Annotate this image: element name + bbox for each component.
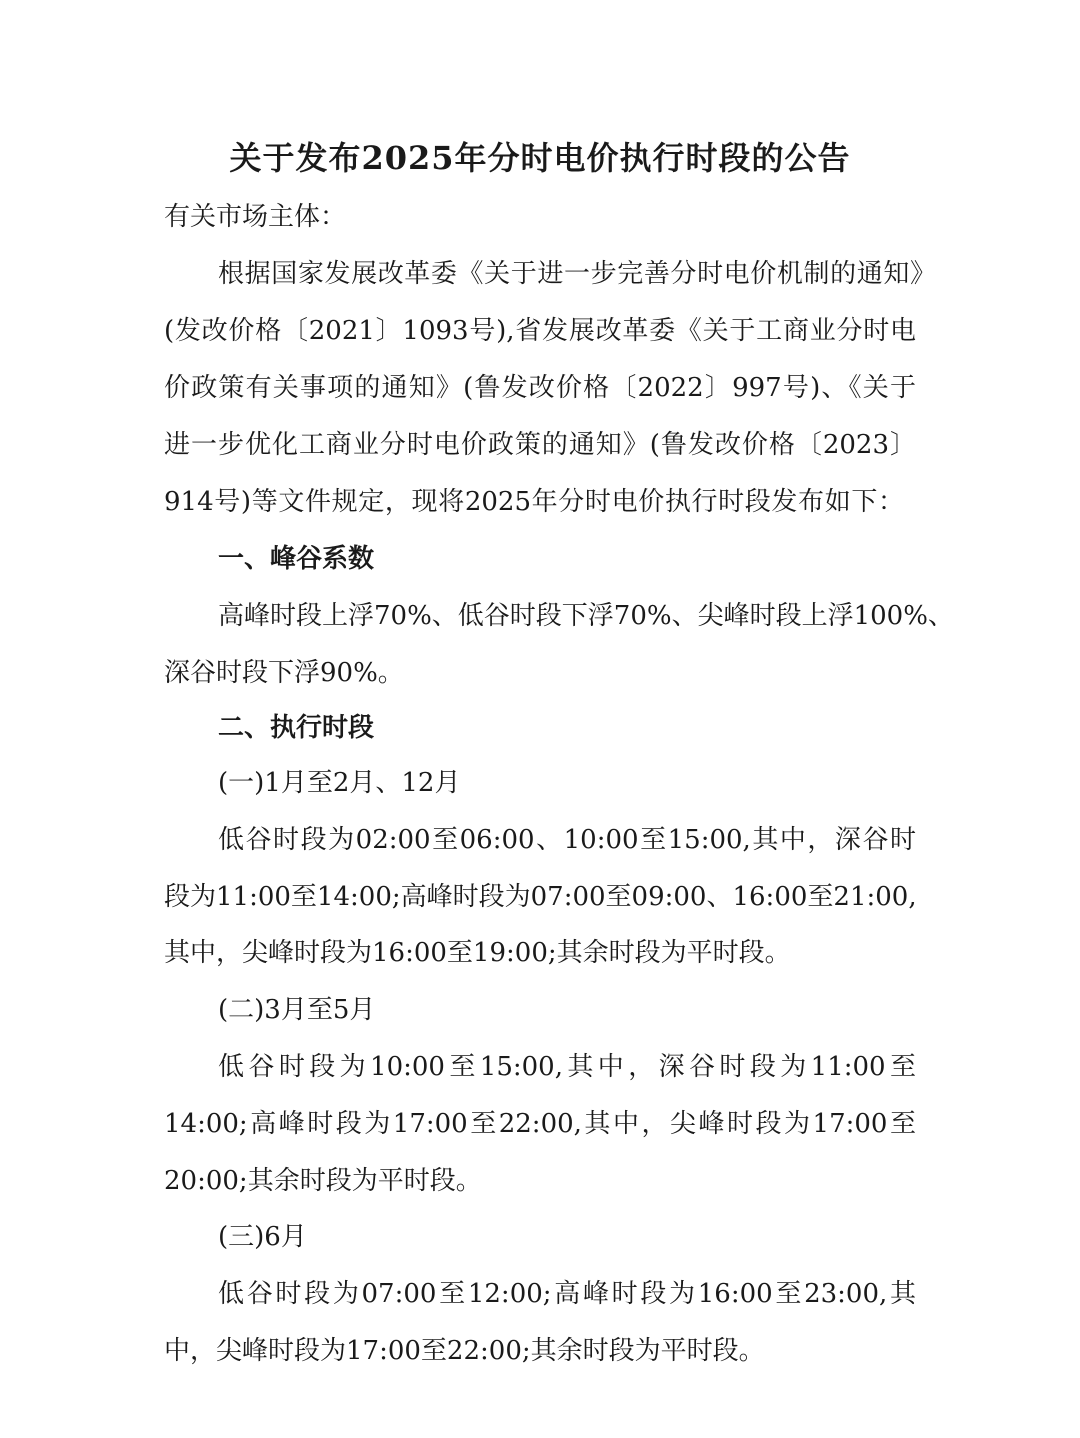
period-2-line-1: 低谷时段为10:00至15:00,其中，深谷时段为11:00至: [218, 1052, 916, 1082]
intro-line-4: 进一步优化工商业分时电价政策的通知》(鲁发改价格〔2023〕: [164, 430, 916, 460]
salutation: 有关市场主体：: [164, 202, 347, 232]
section2-heading: 二、执行时段: [218, 713, 375, 743]
intro-line-3: 价政策有关事项的通知》(鲁发改价格〔2022〕997号)、《关于: [164, 373, 916, 403]
period-1-label: (一)1月至2月、12月: [218, 768, 461, 798]
period-1-line-1: 低谷时段为02:00至06:00、10:00至15:00,其中，深谷时: [218, 825, 916, 855]
period-2-line-3: 20:00;其余时段为平时段。: [164, 1166, 482, 1196]
intro-line-1: 根据国家发展改革委《关于进一步完善分时电价机制的通知》: [218, 259, 936, 289]
intro-line-2: (发改价格〔2021〕1093号),省发展改革委《关于工商业分时电: [164, 316, 916, 346]
period-1-line-2: 段为11:00至14:00;高峰时段为07:00至09:00、16:00至21:00,: [164, 882, 917, 912]
period-2-line-2: 14:00;高峰时段为17:00至22:00,其中，尖峰时段为17:00至: [164, 1109, 916, 1139]
document-title: 关于发布2025年分时电价执行时段的公告: [229, 139, 851, 177]
period-1-line-3: 其中，尖峰时段为16:00至19:00;其余时段为平时段。: [164, 938, 791, 968]
period-3-line-1: 低谷时段为07:00至12:00;高峰时段为16:00至23:00,其: [218, 1279, 916, 1309]
section1-line-1: 高峰时段上浮70%、低谷时段下浮70%、尖峰时段上浮100%、: [218, 601, 954, 631]
period-3-line-2: 中，尖峰时段为17:00至22:00;其余时段为平时段。: [164, 1336, 765, 1366]
section1-heading: 一、峰谷系数: [218, 544, 375, 574]
period-3-label: (三)6月: [218, 1222, 307, 1252]
intro-line-5: 914号)等文件规定，现将2025年分时电价执行时段发布如下：: [164, 487, 904, 517]
period-2-label: (二)3月至5月: [218, 995, 376, 1025]
section1-line-2: 深谷时段下浮90%。: [164, 658, 404, 688]
